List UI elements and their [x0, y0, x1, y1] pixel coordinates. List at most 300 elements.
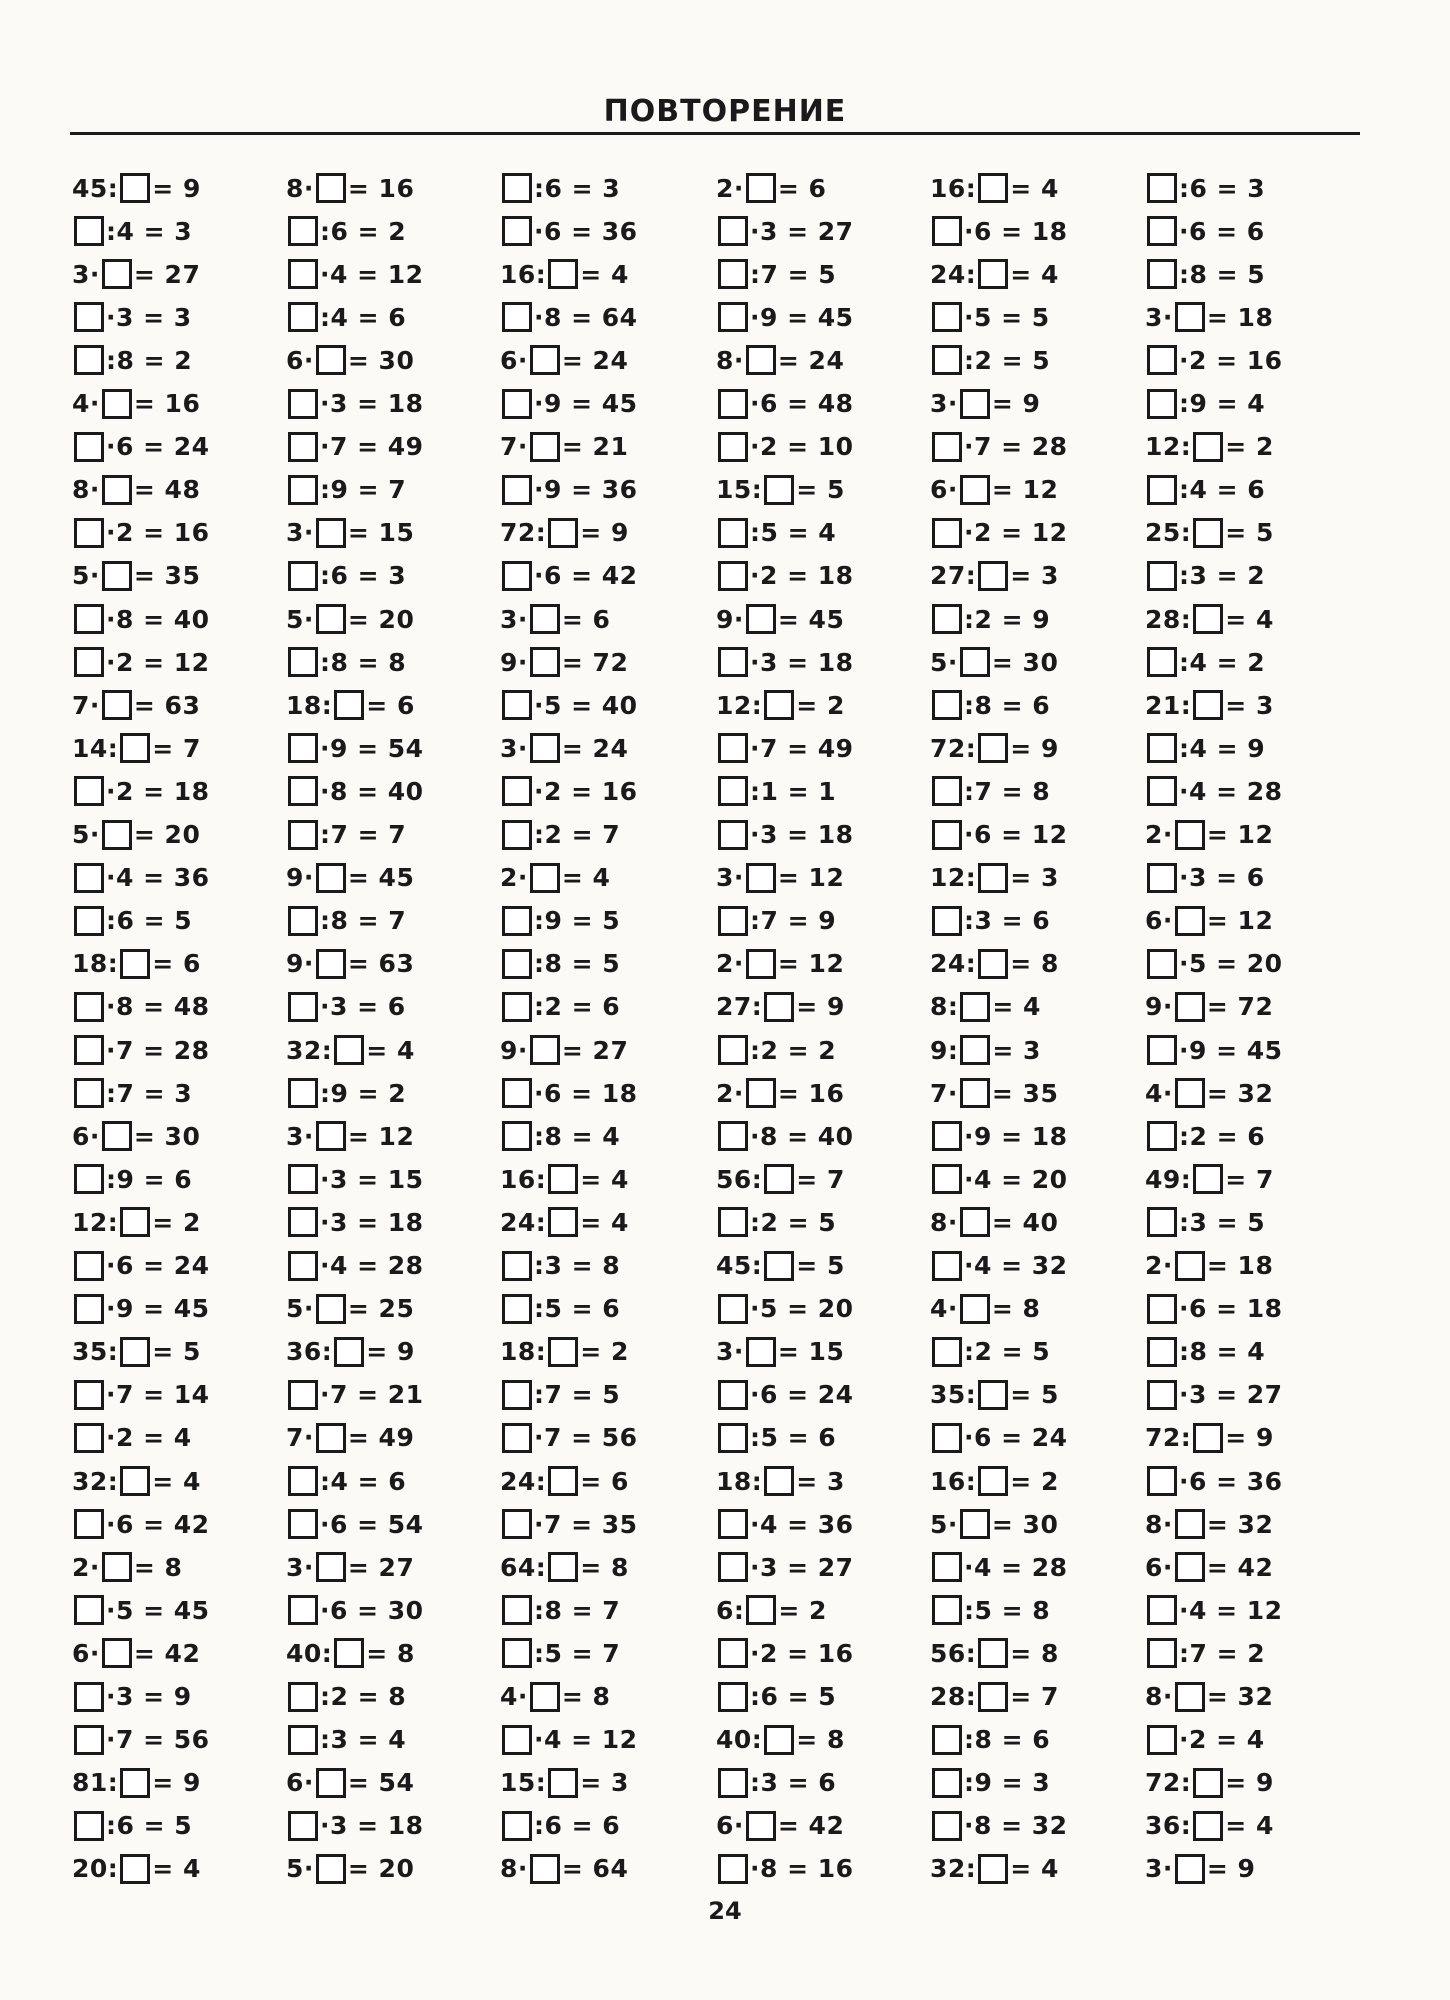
answer-box[interactable] — [932, 216, 962, 246]
answer-box[interactable] — [1175, 906, 1205, 936]
answer-box[interactable] — [960, 1294, 990, 1324]
exercise-text: :8 = 5 — [534, 949, 621, 979]
exercise-text: ·6 = 42 — [534, 561, 638, 591]
answer-box[interactable] — [74, 1164, 104, 1194]
answer-box[interactable] — [288, 1078, 318, 1108]
answer-box[interactable] — [120, 1207, 150, 1237]
answer-box[interactable] — [718, 216, 748, 246]
exercise — [716, 1202, 836, 1242]
exercise — [500, 1418, 638, 1458]
answer-box[interactable] — [502, 820, 532, 850]
answer-box[interactable] — [74, 1811, 104, 1841]
answer-box[interactable] — [718, 1423, 748, 1453]
answer-box[interactable] — [288, 992, 318, 1022]
answer-box[interactable] — [932, 1768, 962, 1798]
exercise — [716, 1504, 854, 1544]
answer-box[interactable] — [746, 173, 776, 203]
answer-box[interactable] — [334, 1337, 364, 1367]
answer-box[interactable] — [932, 302, 962, 332]
answer-box[interactable] — [316, 949, 346, 979]
exercise — [286, 1590, 424, 1630]
answer-box[interactable] — [102, 561, 132, 591]
answer-box[interactable] — [746, 1078, 776, 1108]
answer-box[interactable] — [718, 820, 748, 850]
answer-box[interactable] — [978, 561, 1008, 591]
answer-box[interactable] — [1147, 216, 1177, 246]
answer-box[interactable] — [1147, 1595, 1177, 1625]
answer-box[interactable] — [502, 475, 532, 505]
answer-box[interactable] — [502, 216, 532, 246]
answer-box[interactable] — [718, 1768, 748, 1798]
answer-box[interactable] — [102, 1552, 132, 1582]
exercise — [286, 427, 424, 467]
answer-box[interactable] — [502, 1251, 532, 1281]
answer-box[interactable] — [1193, 1164, 1223, 1194]
answer-box[interactable] — [288, 647, 318, 677]
answer-box[interactable] — [1147, 1337, 1177, 1367]
exercise-text: 49: — [1145, 1164, 1192, 1194]
exercise-text: ·5 = 5 — [964, 302, 1050, 332]
answer-box[interactable] — [718, 1638, 748, 1668]
answer-box[interactable] — [1175, 992, 1205, 1022]
answer-box[interactable] — [932, 1337, 962, 1367]
answer-box[interactable] — [74, 345, 104, 375]
answer-box[interactable] — [718, 1682, 748, 1712]
answer-box[interactable] — [746, 604, 776, 634]
answer-box[interactable] — [1147, 1121, 1177, 1151]
answer-box[interactable] — [288, 1466, 318, 1496]
answer-box[interactable] — [502, 1509, 532, 1539]
answer-box[interactable] — [502, 561, 532, 591]
answer-box[interactable] — [932, 906, 962, 936]
exercise — [286, 1289, 414, 1329]
answer-box[interactable] — [316, 1423, 346, 1453]
answer-box[interactable] — [978, 1638, 1008, 1668]
exercise — [930, 1720, 1050, 1760]
answer-box[interactable] — [548, 1207, 578, 1237]
answer-box[interactable] — [718, 432, 748, 462]
exercise — [500, 1590, 620, 1630]
answer-box[interactable] — [932, 690, 962, 720]
answer-box[interactable] — [718, 518, 748, 548]
answer-box[interactable] — [978, 259, 1008, 289]
exercise-text: :9 = 3 — [964, 1768, 1051, 1798]
answer-box[interactable] — [74, 518, 104, 548]
exercise — [500, 642, 628, 682]
answer-box[interactable] — [548, 259, 578, 289]
answer-box[interactable] — [718, 1294, 748, 1324]
answer-box[interactable] — [316, 518, 346, 548]
answer-box[interactable] — [1147, 1380, 1177, 1410]
answer-box[interactable] — [502, 776, 532, 806]
answer-box[interactable] — [102, 1638, 132, 1668]
exercise-text: 3· — [716, 1337, 744, 1367]
answer-box[interactable] — [932, 776, 962, 806]
exercise — [72, 1461, 201, 1501]
answer-box[interactable] — [1175, 1552, 1205, 1582]
answer-box[interactable] — [288, 776, 318, 806]
answer-box[interactable] — [718, 1035, 748, 1065]
answer-box[interactable] — [718, 1380, 748, 1410]
exercise-text: :2 = 5 — [964, 345, 1051, 375]
exercise-text: 14: — [72, 733, 119, 763]
answer-box[interactable] — [288, 432, 318, 462]
answer-box[interactable] — [548, 1466, 578, 1496]
answer-box[interactable] — [960, 1509, 990, 1539]
answer-box[interactable] — [74, 1595, 104, 1625]
answer-box[interactable] — [288, 1595, 318, 1625]
answer-box[interactable] — [932, 1251, 962, 1281]
exercise — [72, 1159, 192, 1199]
answer-box[interactable] — [746, 1595, 776, 1625]
answer-box[interactable] — [1147, 1638, 1177, 1668]
answer-box[interactable] — [530, 345, 560, 375]
answer-box[interactable] — [102, 475, 132, 505]
answer-box[interactable] — [932, 604, 962, 634]
answer-box[interactable] — [530, 863, 560, 893]
answer-box[interactable] — [1147, 1294, 1177, 1324]
answer-box[interactable] — [288, 820, 318, 850]
exercise-text: :8 = 7 — [534, 1595, 621, 1625]
answer-box[interactable] — [502, 1638, 532, 1668]
answer-box[interactable] — [1175, 1682, 1205, 1712]
answer-box[interactable] — [530, 604, 560, 634]
answer-box[interactable] — [1147, 345, 1177, 375]
answer-box[interactable] — [288, 1207, 318, 1237]
answer-box[interactable] — [74, 647, 104, 677]
answer-box[interactable] — [316, 345, 346, 375]
answer-box[interactable] — [288, 906, 318, 936]
answer-box[interactable] — [74, 992, 104, 1022]
answer-box[interactable] — [120, 1466, 150, 1496]
answer-box[interactable] — [316, 1121, 346, 1151]
answer-box[interactable] — [1147, 173, 1177, 203]
answer-box[interactable] — [502, 1595, 532, 1625]
exercise-text: = 5 — [152, 1337, 201, 1367]
exercise-text: ·2 = 16 — [534, 776, 638, 806]
answer-box[interactable] — [718, 561, 748, 591]
answer-box[interactable] — [74, 1380, 104, 1410]
exercise — [716, 297, 854, 337]
answer-box[interactable] — [288, 259, 318, 289]
answer-box[interactable] — [548, 1164, 578, 1194]
exercise-text: = 40 — [991, 1207, 1059, 1237]
answer-box[interactable] — [1147, 1207, 1177, 1237]
answer-box[interactable] — [74, 1294, 104, 1324]
answer-box[interactable] — [288, 1725, 318, 1755]
exercise-text: :8 = 6 — [964, 1725, 1051, 1755]
answer-box[interactable] — [960, 647, 990, 677]
exercise-text: = 45 — [347, 863, 415, 893]
answer-box[interactable] — [334, 690, 364, 720]
answer-box[interactable] — [74, 1682, 104, 1712]
answer-box[interactable] — [74, 776, 104, 806]
answer-box[interactable] — [74, 216, 104, 246]
exercise-text: 15: — [716, 475, 763, 505]
answer-box[interactable] — [530, 1035, 560, 1065]
answer-box[interactable] — [74, 1251, 104, 1281]
answer-box[interactable] — [316, 604, 346, 634]
answer-box[interactable] — [530, 733, 560, 763]
answer-box[interactable] — [316, 1768, 346, 1798]
answer-box[interactable] — [288, 475, 318, 505]
exercise-text: = 4 — [1010, 173, 1059, 203]
answer-box[interactable] — [74, 1078, 104, 1108]
answer-box[interactable] — [120, 949, 150, 979]
answer-box[interactable] — [764, 992, 794, 1022]
answer-box[interactable] — [1193, 1423, 1223, 1453]
answer-box[interactable] — [74, 1035, 104, 1065]
exercise-text: ·3 = 9 — [106, 1682, 192, 1711]
exercise-text: = 42 — [1206, 1552, 1274, 1582]
answer-box[interactable] — [764, 1164, 794, 1194]
answer-box[interactable] — [1147, 259, 1177, 289]
answer-box[interactable] — [978, 1380, 1008, 1410]
answer-box[interactable] — [1147, 863, 1177, 893]
answer-box[interactable] — [288, 1509, 318, 1539]
exercise-text: :6 = 3 — [1179, 173, 1266, 203]
answer-box[interactable] — [530, 1854, 560, 1884]
answer-box[interactable] — [960, 992, 990, 1022]
answer-box[interactable] — [718, 733, 748, 763]
exercise-text: = 30 — [991, 647, 1059, 677]
exercise-text: = 16 — [347, 173, 415, 203]
answer-box[interactable] — [978, 949, 1008, 979]
answer-box[interactable] — [102, 690, 132, 720]
answer-box[interactable] — [932, 1725, 962, 1755]
exercise — [72, 297, 192, 337]
answer-box[interactable] — [978, 173, 1008, 203]
answer-box[interactable] — [548, 1768, 578, 1798]
exercise-text: :2 = 6 — [534, 992, 621, 1022]
answer-box[interactable] — [718, 776, 748, 806]
answer-box[interactable] — [1175, 1078, 1205, 1108]
exercise-text: 72: — [1145, 1768, 1192, 1798]
answer-box[interactable] — [548, 1337, 578, 1367]
answer-box[interactable] — [74, 906, 104, 936]
answer-box[interactable] — [932, 432, 962, 462]
answer-box[interactable] — [502, 1380, 532, 1410]
answer-box[interactable] — [74, 863, 104, 893]
exercise — [286, 1418, 414, 1458]
answer-box[interactable] — [120, 1768, 150, 1798]
answer-box[interactable] — [932, 1121, 962, 1151]
answer-box[interactable] — [288, 733, 318, 763]
answer-box[interactable] — [120, 1854, 150, 1884]
answer-box[interactable] — [978, 1682, 1008, 1712]
exercise — [716, 1547, 854, 1587]
answer-box[interactable] — [960, 1207, 990, 1237]
exercise-text: ·9 = 18 — [964, 1121, 1068, 1151]
answer-box[interactable] — [718, 389, 748, 419]
answer-box[interactable] — [74, 1423, 104, 1453]
answer-box[interactable] — [932, 1423, 962, 1453]
answer-box[interactable] — [502, 1811, 532, 1841]
answer-box[interactable] — [502, 389, 532, 419]
answer-box[interactable] — [1147, 949, 1177, 979]
answer-box[interactable] — [102, 259, 132, 289]
answer-box[interactable] — [74, 1725, 104, 1755]
answer-box[interactable] — [1193, 1768, 1223, 1798]
answer-box[interactable] — [288, 389, 318, 419]
exercise-text: 6· — [1145, 1552, 1173, 1582]
answer-box[interactable] — [1147, 776, 1177, 806]
answer-box[interactable] — [1175, 1854, 1205, 1884]
answer-box[interactable] — [1147, 1466, 1177, 1496]
answer-box[interactable] — [74, 432, 104, 462]
answer-box[interactable] — [932, 1595, 962, 1625]
answer-box[interactable] — [1147, 1725, 1177, 1755]
exercise-text: 16: — [930, 1466, 977, 1496]
answer-box[interactable] — [764, 1466, 794, 1496]
exercise-text: ·9 = 54 — [320, 733, 424, 763]
answer-box[interactable] — [530, 647, 560, 677]
exercise — [72, 1202, 201, 1242]
exercise-text: :2 = 5 — [750, 1207, 837, 1237]
answer-box[interactable] — [102, 389, 132, 419]
exercise — [1145, 1849, 1255, 1889]
answer-box[interactable] — [1175, 820, 1205, 850]
answer-box[interactable] — [120, 733, 150, 763]
answer-box[interactable] — [502, 906, 532, 936]
exercise-text: ·3 = 18 — [320, 1207, 424, 1237]
answer-box[interactable] — [718, 259, 748, 289]
answer-box[interactable] — [978, 863, 1008, 893]
answer-box[interactable] — [718, 647, 748, 677]
answer-box[interactable] — [288, 1811, 318, 1841]
answer-box[interactable] — [960, 1035, 990, 1065]
answer-box[interactable] — [316, 1854, 346, 1884]
answer-box[interactable] — [288, 216, 318, 246]
answer-box[interactable] — [530, 1682, 560, 1712]
answer-box[interactable] — [1193, 432, 1223, 462]
answer-box[interactable] — [746, 345, 776, 375]
answer-box[interactable] — [932, 345, 962, 375]
answer-box[interactable] — [502, 1423, 532, 1453]
answer-box[interactable] — [102, 820, 132, 850]
answer-box[interactable] — [932, 1552, 962, 1582]
answer-box[interactable] — [960, 389, 990, 419]
exercise-text: = 4 — [152, 1854, 201, 1884]
answer-box[interactable] — [502, 1294, 532, 1324]
answer-box[interactable] — [746, 863, 776, 893]
answer-box[interactable] — [334, 1638, 364, 1668]
answer-box[interactable] — [1175, 302, 1205, 332]
answer-box[interactable] — [1175, 1251, 1205, 1281]
answer-box[interactable] — [548, 518, 578, 548]
answer-box[interactable] — [978, 1466, 1008, 1496]
answer-box[interactable] — [718, 1121, 748, 1151]
answer-box[interactable] — [1147, 733, 1177, 763]
exercise-text: :3 = 2 — [1179, 561, 1266, 591]
exercise — [500, 297, 638, 337]
answer-box[interactable] — [74, 604, 104, 634]
answer-box[interactable] — [288, 1251, 318, 1281]
answer-box[interactable] — [764, 475, 794, 505]
answer-box[interactable] — [334, 1035, 364, 1065]
answer-box[interactable] — [764, 1725, 794, 1755]
answer-box[interactable] — [74, 302, 104, 332]
answer-box[interactable] — [746, 949, 776, 979]
answer-box[interactable] — [764, 690, 794, 720]
answer-box[interactable] — [1175, 1509, 1205, 1539]
answer-box[interactable] — [288, 1380, 318, 1410]
answer-box[interactable] — [1147, 475, 1177, 505]
answer-box[interactable] — [718, 1854, 748, 1884]
answer-box[interactable] — [978, 1854, 1008, 1884]
answer-box[interactable] — [978, 733, 1008, 763]
answer-box[interactable] — [1147, 647, 1177, 677]
exercise — [1145, 1246, 1273, 1286]
answer-box[interactable] — [718, 1552, 748, 1582]
answer-box[interactable] — [502, 1121, 532, 1151]
answer-box[interactable] — [764, 1251, 794, 1281]
answer-box[interactable] — [1193, 690, 1223, 720]
answer-box[interactable] — [718, 302, 748, 332]
answer-box[interactable] — [316, 1294, 346, 1324]
exercise-text: = 42 — [777, 1811, 845, 1841]
answer-box[interactable] — [502, 302, 532, 332]
answer-box[interactable] — [288, 1682, 318, 1712]
answer-box[interactable] — [932, 1164, 962, 1194]
exercise — [286, 1763, 414, 1803]
answer-box[interactable] — [502, 1078, 532, 1108]
exercise — [930, 685, 1050, 725]
answer-box[interactable] — [502, 173, 532, 203]
exercise-text: :4 = 3 — [106, 216, 193, 246]
answer-box[interactable] — [316, 863, 346, 893]
exercise-text: :6 = 5 — [106, 1811, 193, 1841]
exercise-text: ·9 = 36 — [534, 475, 638, 505]
answer-box[interactable] — [746, 1811, 776, 1841]
answer-box[interactable] — [932, 1811, 962, 1841]
answer-box[interactable] — [960, 1078, 990, 1108]
exercise-text: = 2 — [1010, 1466, 1059, 1496]
answer-box[interactable] — [502, 992, 532, 1022]
answer-box[interactable] — [718, 1509, 748, 1539]
answer-box[interactable] — [1193, 518, 1223, 548]
answer-box[interactable] — [102, 1121, 132, 1151]
answer-box[interactable] — [120, 1337, 150, 1367]
answer-box[interactable] — [932, 518, 962, 548]
answer-box[interactable] — [1193, 1811, 1223, 1841]
answer-box[interactable] — [316, 1552, 346, 1582]
exercise-text: 36: — [286, 1337, 333, 1367]
answer-box[interactable] — [74, 1509, 104, 1539]
answer-box[interactable] — [502, 690, 532, 720]
answer-box[interactable] — [718, 906, 748, 936]
answer-box[interactable] — [288, 561, 318, 591]
answer-box[interactable] — [502, 1725, 532, 1755]
answer-box[interactable] — [718, 1207, 748, 1237]
answer-box[interactable] — [120, 173, 150, 203]
answer-box[interactable] — [502, 949, 532, 979]
answer-box[interactable] — [1147, 1035, 1177, 1065]
answer-box[interactable] — [316, 173, 346, 203]
exercise-text: 25: — [1145, 518, 1192, 548]
answer-box[interactable] — [1193, 604, 1223, 634]
answer-box[interactable] — [1147, 389, 1177, 419]
answer-box[interactable] — [932, 820, 962, 850]
exercise-text: 9: — [930, 1035, 959, 1065]
answer-box[interactable] — [746, 1337, 776, 1367]
answer-box[interactable] — [288, 1164, 318, 1194]
answer-box[interactable] — [1147, 561, 1177, 591]
answer-box[interactable] — [960, 475, 990, 505]
answer-box[interactable] — [288, 302, 318, 332]
answer-box[interactable] — [530, 432, 560, 462]
answer-box[interactable] — [548, 1552, 578, 1582]
